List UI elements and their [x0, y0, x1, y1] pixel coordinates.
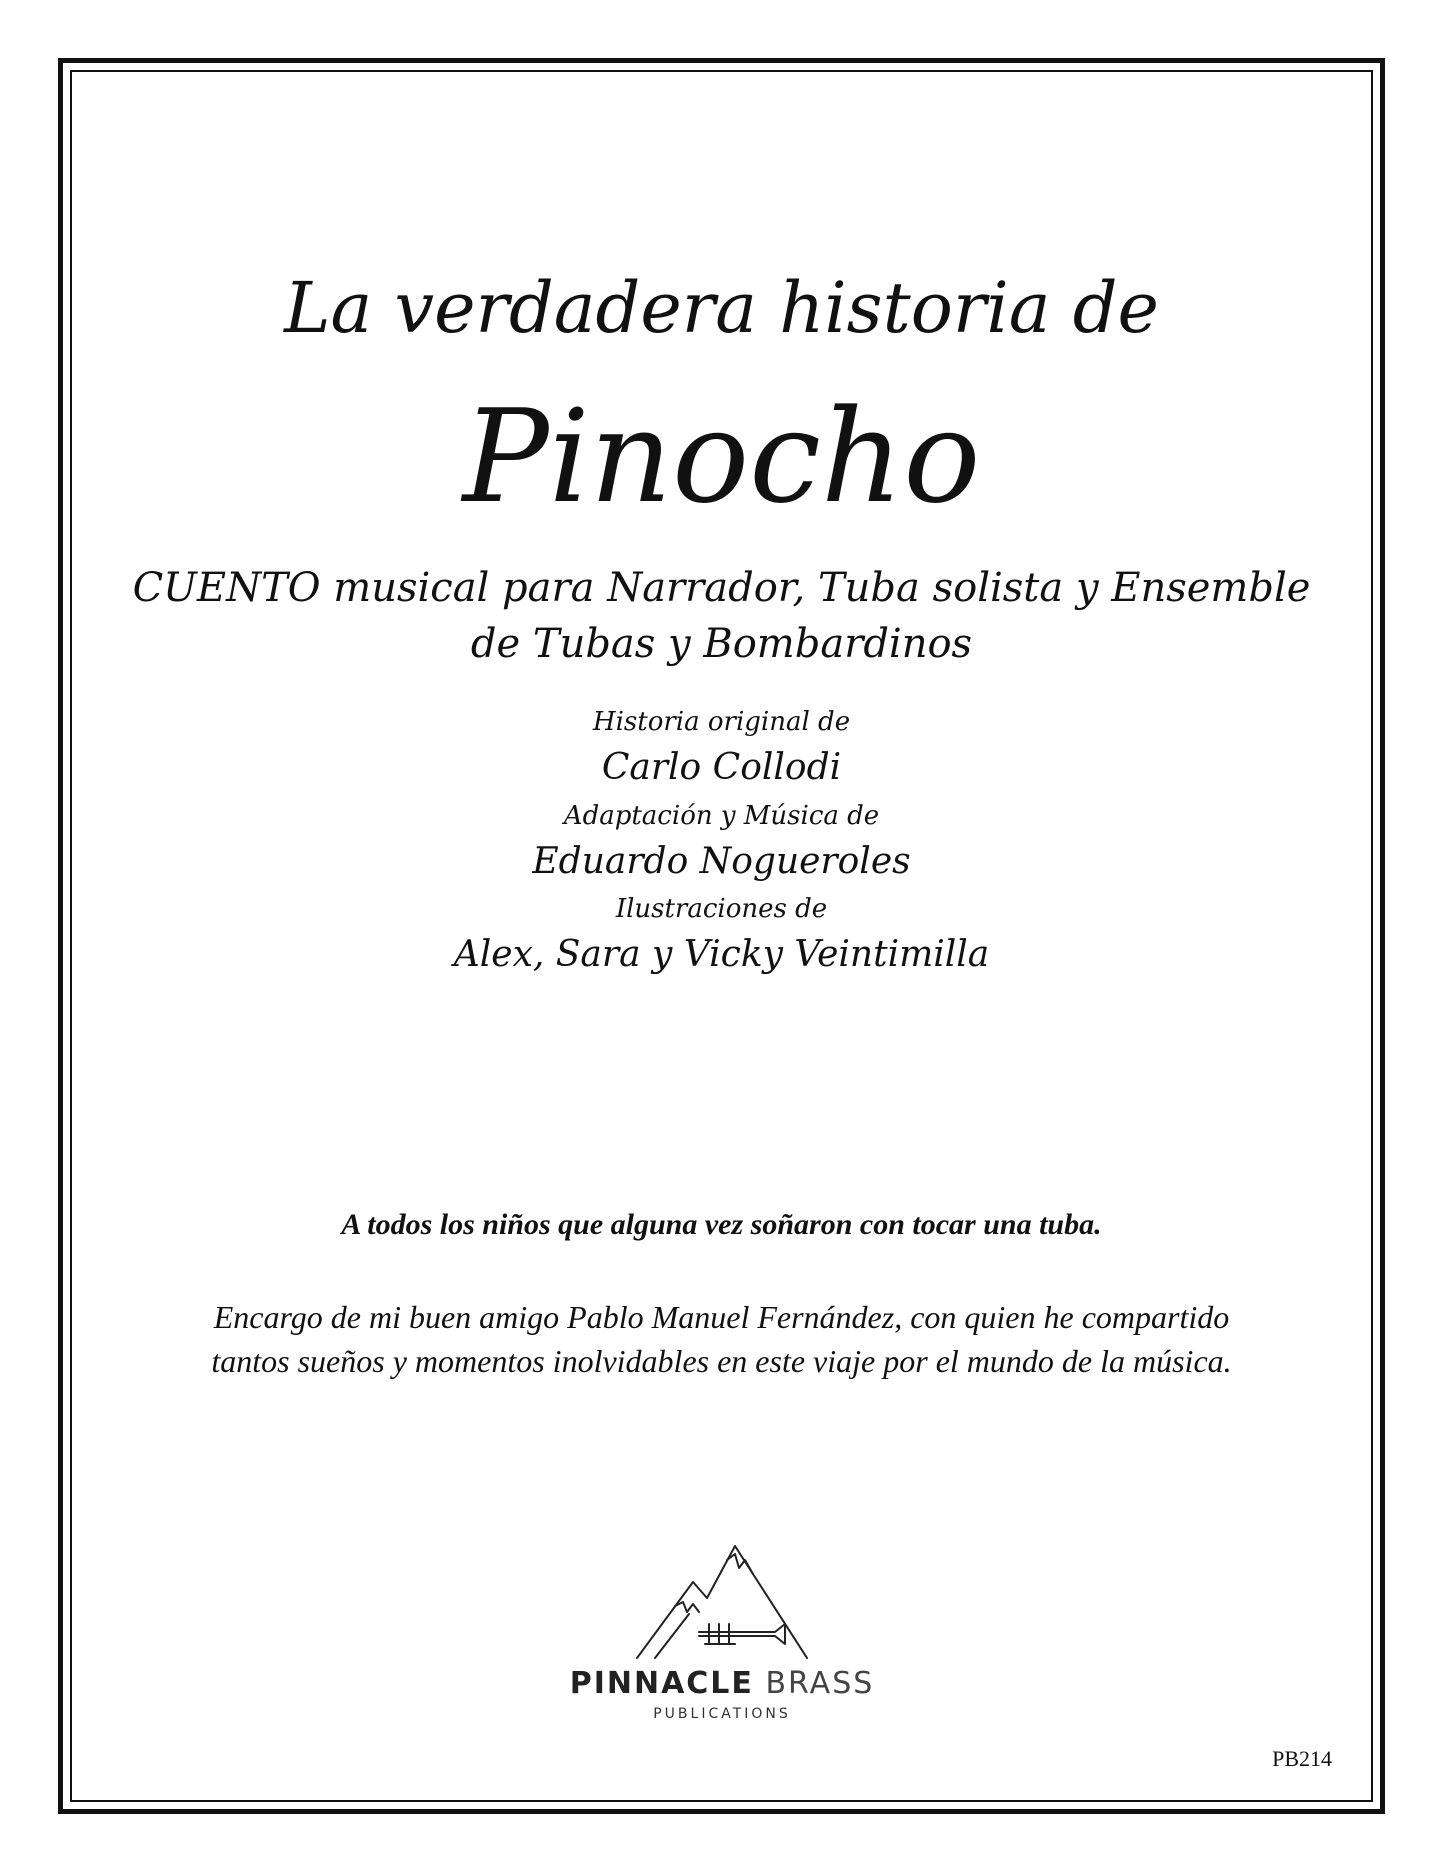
catalog-code: PB214 [1272, 1746, 1332, 1771]
publisher-name-word-1: PINNACLE [569, 1666, 754, 1701]
publisher-subtitle: PUBLICATIONS [653, 1706, 791, 1722]
credit-name-composer: Eduardo Nogueroles [532, 841, 911, 882]
title-main: Pinocho [462, 383, 981, 532]
publisher-name-word-2: BRASS [765, 1666, 875, 1701]
mountain-trumpet-icon [635, 1540, 809, 1662]
commission-line-1: Encargo de mi buen amigo Pablo Manuel Fernández, con quien he compartido [213, 1299, 1230, 1335]
title-prefix: La verdadera historia de [284, 267, 1159, 349]
publisher-name [557, 1666, 887, 1701]
credit-name-author: Carlo Collodi [601, 747, 842, 788]
subtitle-line-2: de Tubas y Bombardinos [470, 621, 973, 667]
subtitle-line-1: CUENTO musical para Narrador, Tuba solista y Ensemble [132, 565, 1311, 611]
publisher-logo [557, 1540, 887, 1740]
commission-line-2: tantos sueños y momentos inolvidables en este viaje por el mundo de la música. [211, 1343, 1232, 1379]
credit-role-composer: Adaptación y Música de [563, 801, 880, 831]
commission-note [70, 1295, 1373, 1383]
subtitle [70, 560, 1373, 672]
credit-role-author: Historia original de [592, 707, 851, 737]
credit-name-illustrators: Alex, Sara y Vicky Veintimilla [453, 934, 990, 975]
dedication: A todos los niños que alguna vez soñaron con tocar una tuba. [341, 1208, 1102, 1241]
credit-role-illustrators: Ilustraciones de [615, 894, 828, 924]
